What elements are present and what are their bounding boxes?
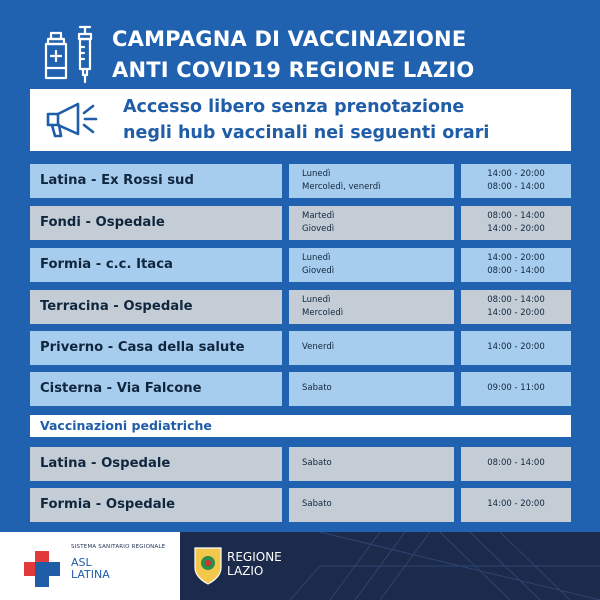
megaphone-icon — [44, 101, 106, 139]
hub-hour: 14:00 - 20:00 — [487, 308, 545, 318]
hub-hours — [461, 372, 571, 406]
hub-day: Mercoledì, venerdì — [302, 182, 381, 192]
hub-hour: 08:00 - 14:00 — [487, 266, 545, 276]
regione-line-1: REGIONE — [227, 550, 282, 564]
hub-row-formia — [30, 248, 571, 282]
asl-line-2: LATINA — [71, 568, 110, 581]
regione-lazio-name — [227, 550, 282, 578]
hub-hour: 09:00 - 11:00 — [487, 383, 545, 393]
regione-lazio-footer — [180, 532, 600, 600]
hub-day: Sabato — [302, 499, 332, 509]
regione-line-2: LAZIO — [227, 564, 264, 578]
regione-lazio-emblem — [192, 546, 224, 586]
hub-days — [289, 331, 454, 365]
title-line-1: CAMPAGNA DI VACCINAZIONE — [112, 27, 467, 51]
hub-hour: 14:00 - 20:00 — [487, 342, 545, 352]
hub-hour: 08:00 - 14:00 — [487, 295, 545, 305]
pediatric-row-formia — [30, 488, 571, 522]
hub-hour: 14:00 - 20:00 — [487, 169, 545, 179]
hub-place: Priverno - Casa della salute — [30, 331, 282, 365]
hub-day: Lunedì — [302, 253, 331, 263]
hub-day: Lunedì — [302, 169, 331, 179]
pediatric-section-title: Vaccinazioni pediatriche — [30, 415, 571, 437]
asl-latina-footer — [0, 532, 180, 600]
hub-place: Terracina - Ospedale — [30, 290, 282, 324]
campaign-title — [112, 24, 474, 86]
hub-hour: 08:00 - 14:00 — [487, 458, 545, 468]
hub-days — [289, 164, 454, 198]
hub-day: Lunedì — [302, 295, 331, 305]
hub-hours — [461, 290, 571, 324]
hub-row-latina — [30, 164, 571, 198]
hub-row-priverno — [30, 331, 571, 365]
hub-place: Latina - Ex Rossi sud — [30, 164, 282, 198]
pediatric-row-latina — [30, 447, 571, 481]
hub-days — [289, 372, 454, 406]
hub-day: Martedì — [302, 211, 335, 221]
ssr-label: SISTEMA SANITARIO REGIONALE — [71, 544, 166, 550]
hub-place: Formia - c.c. Itaca — [30, 248, 282, 282]
hub-row-fondi — [30, 206, 571, 240]
banner-line-1: Accesso libero senza prenotazione — [123, 97, 465, 117]
info-banner — [30, 89, 571, 151]
hub-day: Giovedì — [302, 266, 335, 276]
hub-hours — [461, 447, 571, 481]
hub-row-cisterna — [30, 372, 571, 406]
hub-day: Giovedì — [302, 224, 335, 234]
banner-line-2: negli hub vaccinali nei seguenti orari — [123, 123, 490, 143]
hub-hours — [461, 331, 571, 365]
hub-row-terracina — [30, 290, 571, 324]
hub-days — [289, 447, 454, 481]
hub-place: Latina - Ospedale — [30, 447, 282, 481]
hub-days — [289, 248, 454, 282]
hub-days — [289, 290, 454, 324]
hub-hours — [461, 248, 571, 282]
hub-day: Sabato — [302, 458, 332, 468]
hub-day: Sabato — [302, 383, 332, 393]
hub-hour: 14:00 - 20:00 — [487, 224, 545, 234]
hub-hours — [461, 206, 571, 240]
vaccine-vial-syringe-icon — [42, 25, 98, 83]
hub-place: Cisterna - Via Falcone — [30, 372, 282, 406]
hub-days — [289, 488, 454, 522]
hub-hour: 14:00 - 20:00 — [487, 253, 545, 263]
hub-days — [289, 206, 454, 240]
hub-place: Fondi - Ospedale — [30, 206, 282, 240]
hub-hours — [461, 488, 571, 522]
title-line-2: ANTI COVID19 REGIONE LAZIO — [112, 58, 475, 82]
hub-hours — [461, 164, 571, 198]
hub-hour: 08:00 - 14:00 — [487, 182, 545, 192]
hub-day: Mercoledì — [302, 308, 344, 318]
hub-hour: 08:00 - 14:00 — [487, 211, 545, 221]
asl-cross-logo — [22, 549, 62, 589]
hub-day: Venerdì — [302, 342, 335, 352]
banner-text — [123, 94, 489, 146]
hub-hour: 14:00 - 20:00 — [487, 499, 545, 509]
hub-place: Formia - Ospedale — [30, 488, 282, 522]
asl-name — [71, 557, 110, 581]
asl-line-1: ASL — [71, 556, 92, 569]
